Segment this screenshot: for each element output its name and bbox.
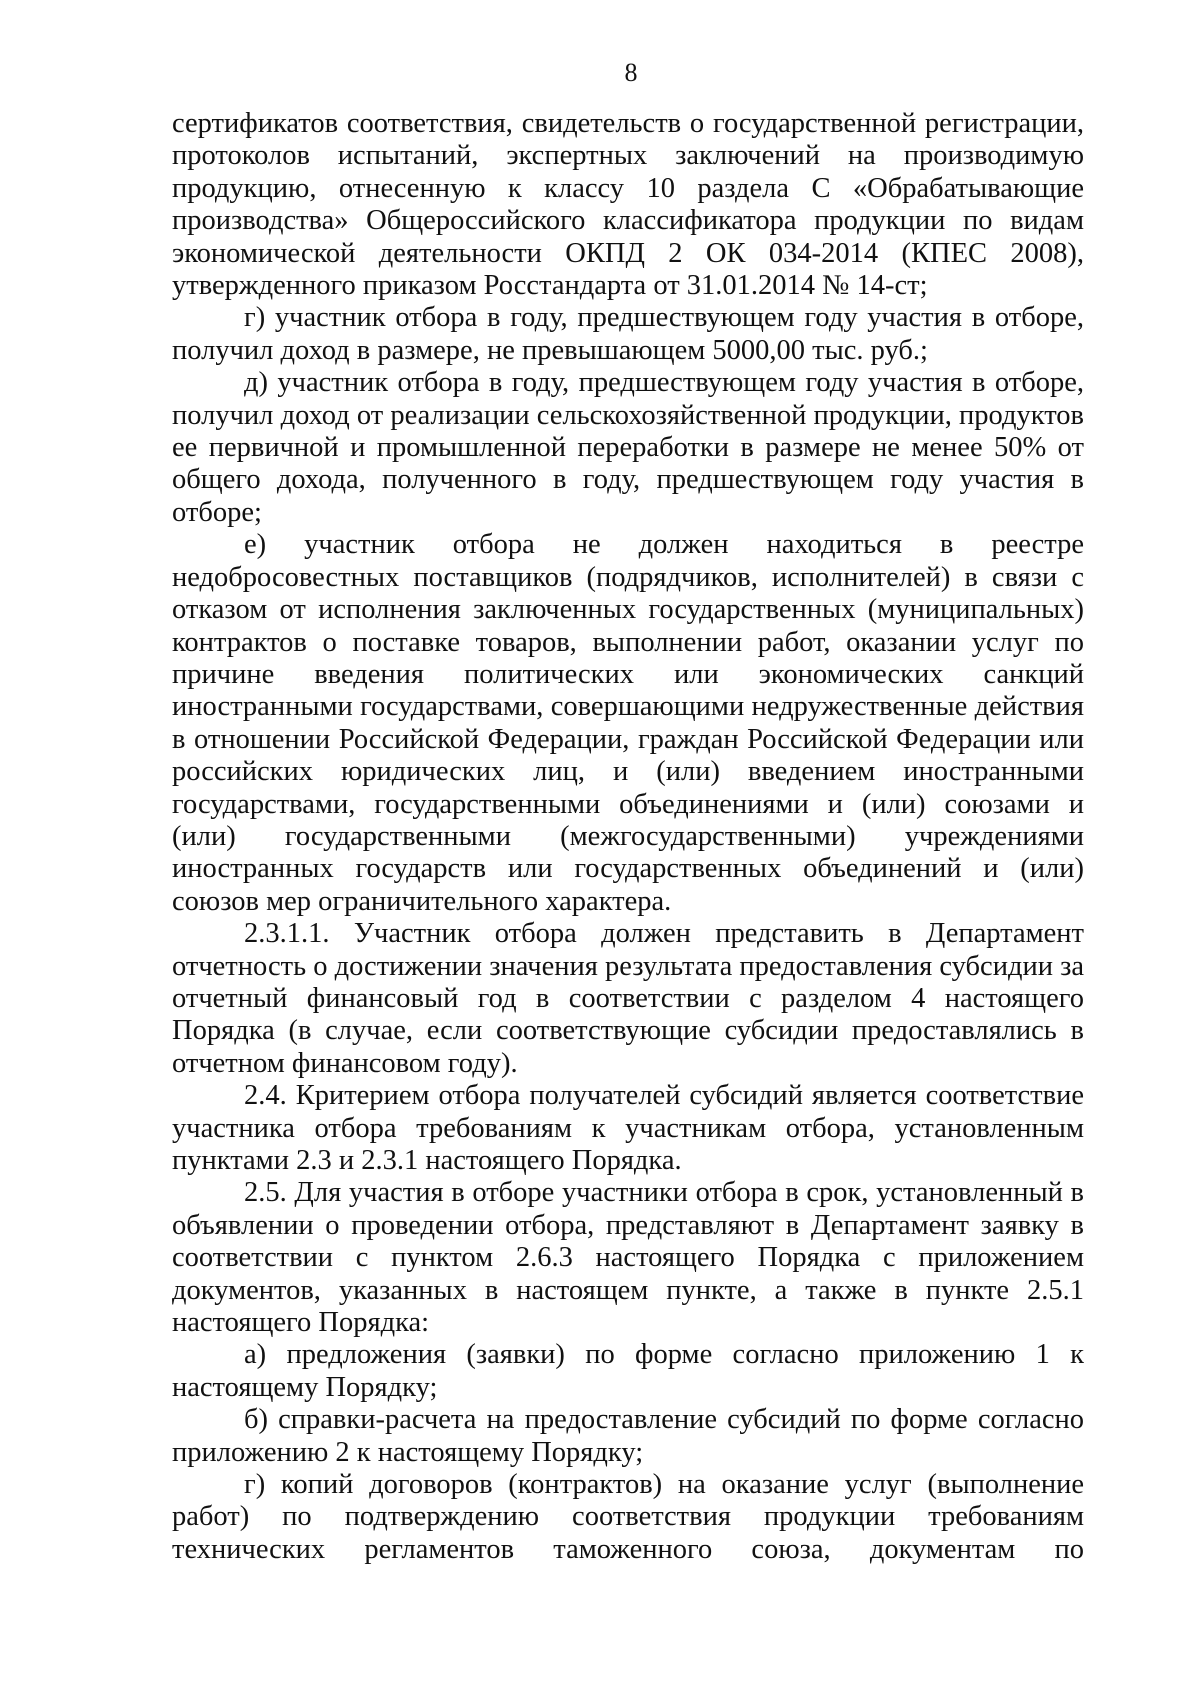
paragraph-item-d: д) участник отбора в году, предшествующем году участия в отборе, получил доход от реализации сельскохозяйственной продукции, продуктов ее первичной и промышленной переработки в размере не менее 50% от общего дохода, полученного в году, предшествующем году участия в отборе; [172, 367, 1084, 528]
paragraph-2-3-1-1: 2.3.1.1. Участник отбора должен представить в Департамент отчетность о достижении значения результата предоставления субсидии за отчетный финансовый год в соответствии с разделом 4 настоящего Порядка (в случае, если соответствующие субсидии предоставлялись в отчетном финансовом году). [172, 918, 1084, 1079]
document-body [172, 108, 1084, 1566]
paragraph-2-4: 2.4. Критерием отбора получателей субсидий является соответствие участника отбора требованиям к участникам отбора, установленным пунктами 2.3 и 2.3.1 настоящего Порядка. [172, 1080, 1084, 1176]
paragraph-continuation: сертификатов соответствия, свидетельств о государственной регистрации, протоколов испытаний, экспертных заключений на производимую продукцию, отнесенную к классу 10 раздела С «Обрабатывающие производства» Общероссийского классификатора продукции по видам экономической деятельности ОКПД 2 ОК 034-2014 (КПЕС 2008), утвержденного приказом Росстандарта от 31.01.2014 № 14-ст; [172, 108, 1084, 302]
paragraph-item-e: е) участник отбора не должен находиться в реестре недобросовестных поставщиков (подрядчиков, исполнителей) в связи с отказом от исполнения заключенных государственных (муниципальных) контрактов о поставке товаров, выполнении работ, оказании услуг по причине введения политических или экономических санкций иностранными государствами, совершающими недружественные действия в отношении Российской Федерации, граждан Российской Федерации или российских юридических лиц, и (или) введением иностранными государствами, государственными объединениями и (или) союзами и (или) государственными (межгосударственными) учреждениями иностранных государств или государственных объединений и (или) союзов мер ограничительного характера. [172, 529, 1084, 917]
paragraph-2-5: 2.5. Для участия в отборе участники отбора в срок, установленный в объявлении о проведении отбора, представляют в Департамент заявку в соответствии с пунктом 2.6.3 настоящего Порядка с приложением документов, указанных в настоящем пункте, а также в пункте 2.5.1 настоящего Порядка: [172, 1177, 1084, 1339]
paragraph-item-g: г) участник отбора в году, предшествующем году участия в отборе, получил доход в размере, не превышающем 5000,00 тыс. руб.; [172, 302, 1084, 366]
paragraph-item-a: а) предложения (заявки) по форме согласно приложению 1 к настоящему Порядку; [172, 1339, 1084, 1403]
page-number: 8 [624, 58, 638, 87]
paragraph-item-b: б) справки-расчета на предоставление субсидий по форме согласно приложению 2 к настоящему Порядку; [172, 1404, 1084, 1468]
paragraph-item-g-contracts: г) копий договоров (контрактов) на оказание услуг (выполнение работ) по подтверждению соответствия продукции требованиям технических регламентов таможенного союза, документам по [172, 1469, 1084, 1565]
